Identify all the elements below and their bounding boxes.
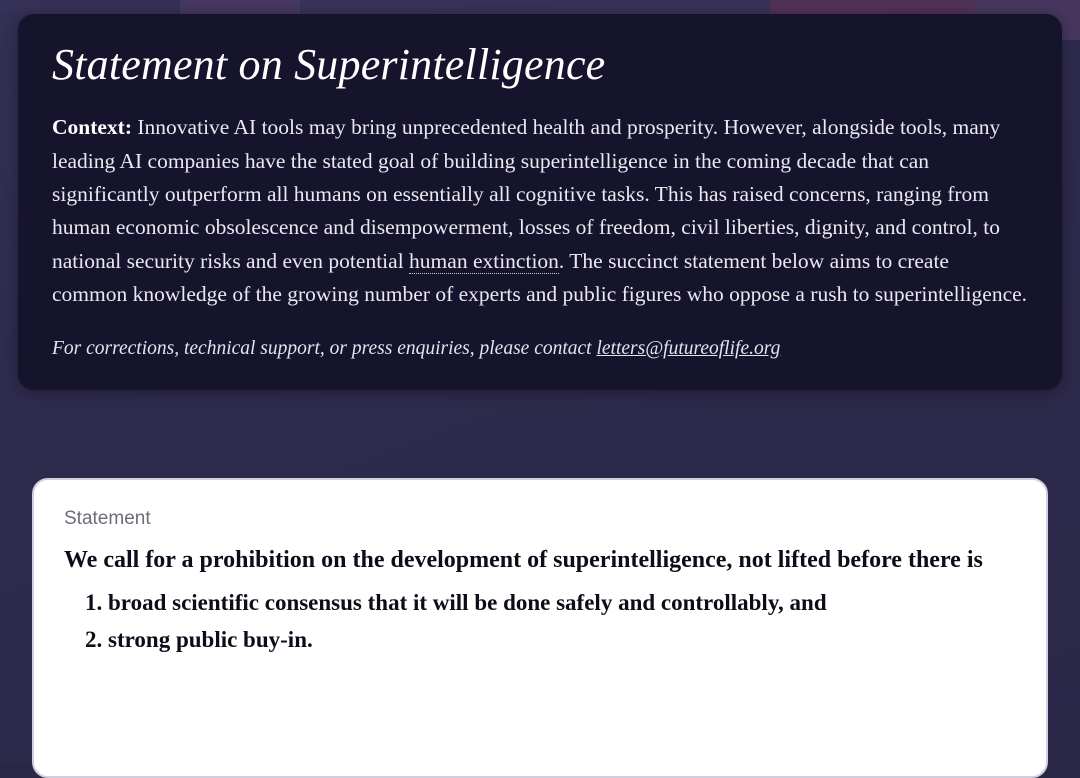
statement-conditions-list (64, 587, 1016, 656)
contact-line (52, 335, 1028, 362)
list-item: 2. strong public buy-in. (108, 624, 1016, 657)
list-item: 1. broad scientific consensus that it will be done safely and controllably, and (108, 587, 1016, 620)
human-extinction-link[interactable]: human extinction (409, 248, 559, 273)
statement-header-panel (18, 14, 1062, 390)
context-paragraph (52, 111, 1028, 311)
statement-body: We call for a prohibition on the development of superintelligence, not lifted before there is (64, 547, 983, 573)
contact-email-link[interactable]: letters@futureoflife.org (596, 338, 781, 360)
statement-label: Statement (64, 508, 151, 529)
contact-text: For corrections, technical support, or press enquiries, please contact (52, 338, 597, 360)
context-text-after-link: . The succinct statement below aims to create common knowledge of the growing number of experts and public figures who oppose a rush to superintelligence. (52, 248, 1028, 306)
context-label: Context: (52, 115, 133, 140)
page-title: Statement on Superintelligence (52, 40, 606, 89)
context-text-before-link: Innovative AI tools may bring unprecedented health and prosperity. However, alongside tools, many leading AI companies have the stated goal of building superintelligence in the coming decade that can significantly outperform all humans on essentially all cognitive tasks. This has raised concerns, ranging from human economic obsolescence and disempowerment, losses of freedom, civil liberties, dignity, and control, to national security risks and even potential (52, 115, 1001, 273)
statement-card (32, 478, 1048, 778)
background-block (0, 0, 180, 14)
